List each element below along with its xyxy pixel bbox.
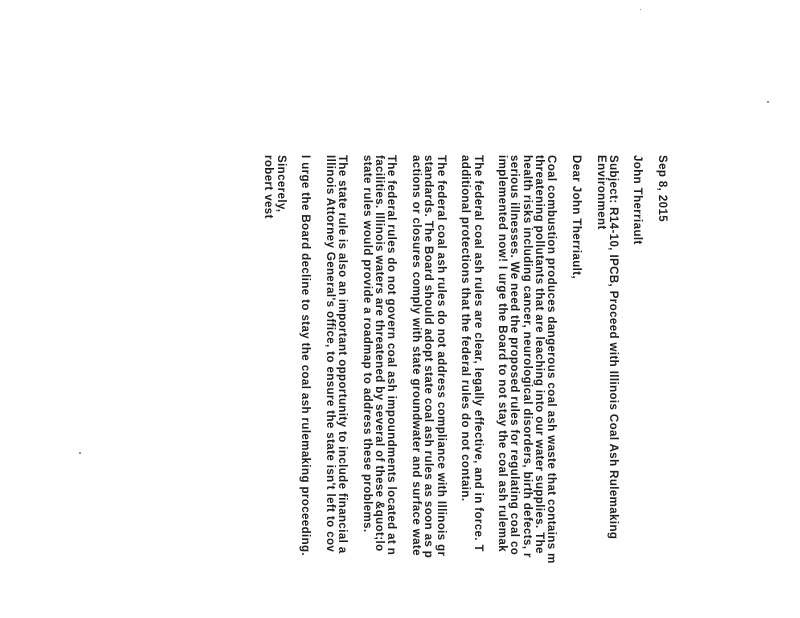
- paragraph-line: Illinois Attorney General's office, to ensure the state isn't left to cov: [323, 155, 336, 553]
- paragraph-line: state rules would provide a roadmap to address these problems.: [360, 155, 373, 533]
- paragraph-line: The federal coal ash rules do not address compliance with Illinois gr: [434, 155, 447, 557]
- paragraph-line: implemented now! I urge the Board to not stay the coal ash rulemak: [496, 155, 509, 553]
- paragraph-line: The state rule is also an important opportunity to include financial a: [336, 155, 349, 554]
- letter-closing: Sincerely,: [274, 155, 287, 213]
- paragraph-6: I urge the Board decline to stay the coal ash rulemaking proceeding.: [299, 155, 312, 557]
- letter-salutation: Dear John Therriault,: [569, 155, 582, 280]
- paragraph-line: standards. The Board should adopt state coal ash rules as soon as p: [422, 155, 435, 559]
- paragraph-1: [496, 155, 557, 618]
- paragraph-line: serious illnesses. We need the proposed rules for regulating coal co: [508, 155, 521, 556]
- paragraph-line: additional protections that the federal rules do not contain.: [459, 155, 472, 502]
- paragraph-line: The federal rules do not govern coal ash impoundments located at n: [385, 155, 398, 556]
- paragraph-line: health risks including cancer, neurological disorders, birth defects, r: [520, 155, 533, 558]
- paragraph-5: [324, 155, 349, 618]
- letter-recipient: John Therriault: [631, 155, 644, 245]
- paragraph-2: [459, 155, 484, 618]
- paragraph-line: The federal coal ash rules are clear, legally effective, and in force. T: [471, 155, 484, 552]
- letter-date: Sep 8, 2015: [656, 155, 668, 223]
- paragraph-line: facilities. Illinois waters are threatened by several of these &quot;lo: [373, 155, 386, 552]
- paragraph-3: [410, 155, 447, 618]
- paragraph-line: Coal combustion produces dangerous coal ash waste that contains m: [545, 155, 558, 564]
- scan-speck: [767, 101, 769, 103]
- letter-body: [262, 155, 668, 618]
- paragraph-line: threatening pollutants that are leaching into our water supplies. The: [533, 155, 546, 554]
- letter-signature: robert vest: [262, 155, 275, 219]
- paragraph-4: [361, 155, 398, 618]
- scan-speck: [79, 452, 81, 454]
- scan-speck: [640, 9, 641, 10]
- paragraph-line: actions or closures comply with state groundwater and surface wate: [410, 155, 423, 556]
- letter-subject-continued: Environment: [594, 155, 607, 230]
- letter-subject: Subject: R14-10, IPCB, Proceed with Illinois Coal Ash Rulemaking: [606, 155, 619, 540]
